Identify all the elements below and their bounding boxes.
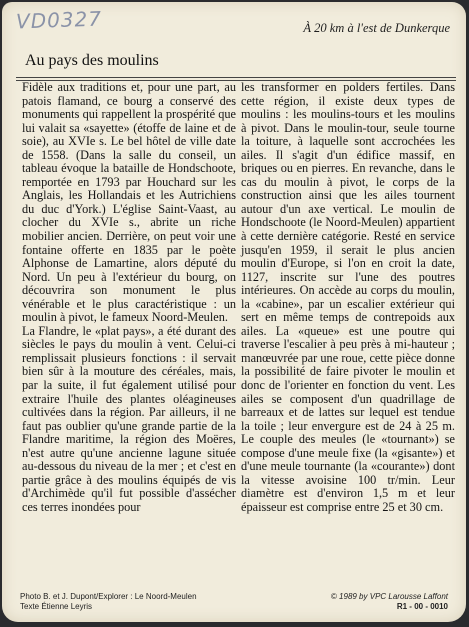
right-column — [241, 81, 455, 581]
paragraph: les transformer en polders fertiles. Dans cette région, il existe deux types de moulins : les moulins-tours et les moulins à pivot. Dans le moulin-tour, seule tourne la toiture, à laquelle sont accrochées les ailes. Il s'agit d'un édifice massif, en briques ou en pierres. En revanche, dans le cas du moulin à pivot, le corps de la construction ainsi que les ailes tournent autour d'un axe vertical. Le moulin de Hondschoote (le Noord-Meulen) appartient à cette dernière catégorie. Resté en service jusqu'en 1959, il serait le plus ancien moulin d'Europe, si l'on en croit la date, 1127, inscrite sur l'une des poutres intérieures. On accède au corps du moulin, la «cabine», par un escalier extérieur qui sert en même temps de contrepoids aux ailes. La «queue» est une poutre qui traverse l'escalier à peu près à mi-hauteur ; manœuvrée par une roue, cette pièce donne la possibilité de faire pivoter le moulin et donc de l'orienter en fonction du vent. Les ailes se composent d'un quadrillage de barreaux et de lattes sur lequel est tendue la toile ; leur envergure est de 24 à 25 m. Le couple des meules (le «tournant») se compose d'une meule fixe (la «gisante») et d'une meule tournante (la «courante») dont la vitesse avoisine 100 tr/min. Leur diamètre est d'environ 1,5 m et leur épaisseur est comprise entre 25 et 30 cm. — [241, 80, 455, 514]
location-caption: À 20 km à l'est de Dunkerque — [303, 21, 450, 35]
left-column — [22, 81, 236, 581]
reference-code: R1 - 00 - 0010 — [396, 602, 448, 611]
text-credit: Texte Étienne Leyris — [20, 602, 93, 611]
paragraph: La Flandre, le «plat pays», a été durant des siècles le pays du moulin à vent. Celui-ci remplissait plusieurs fonctions : il servait bien sûr à la mouture des céréales, mais, par la suite, il fut également utilisé pour extraire l'huile des plantes oléagineuses cultivées dans la région. Par ailleurs, il ne faut pas oublier qu'une grande partie de la Flandre maritime, la région des Moëres, n'est autre qu'une ancienne lagune située au-dessous du niveau de la mer ; et c'est en partie grâce à des moulins équipés de vis d'Archimède qu'il fut possible d'assécher ces terres inondées pour — [22, 323, 236, 514]
copyright-block — [331, 592, 448, 612]
card — [2, 2, 466, 622]
body-columns — [22, 81, 455, 581]
photo-credits — [20, 592, 197, 612]
copyright-line: © 1989 by VPC Larousse Laffont — [330, 592, 448, 601]
photo-credit: Photo B. et J. Dupont/Explorer : Le Noord-Meulen — [20, 592, 197, 601]
page-title: Au pays des moulins — [25, 52, 159, 69]
inventory-stamp: VD0327 — [15, 6, 103, 34]
title-rule — [16, 77, 456, 78]
paragraph: Fidèle aux traditions et, pour une part, au patois flamand, ce bourg a conservé des monuments qui rappellent la prospérité que lui valait sa «sayette» (étoffe de laine et de soie), au XVIe s. Le bel hôtel de ville date de 1558. (Dans la salle du conseil, un tableau évoque la bataille de Hondschoote, remportée en 1793 par Houchard sur les Anglais, les Hollandais et les Autrichiens du duc d'York.) L'église Saint-Vaast, au clocher du XVIe s., abrite un riche mobilier ancien. Derrière, on peut voir une fontaine offerte en 1835 par le poète Alphonse de Lamartine, alors député du Nord. Un peu à l'extérieur du bourg, on découvrira son monument le plus vénérable et le plus caractéristique : un moulin à pivot, le fameux Noord-Meulen. — [22, 80, 236, 325]
